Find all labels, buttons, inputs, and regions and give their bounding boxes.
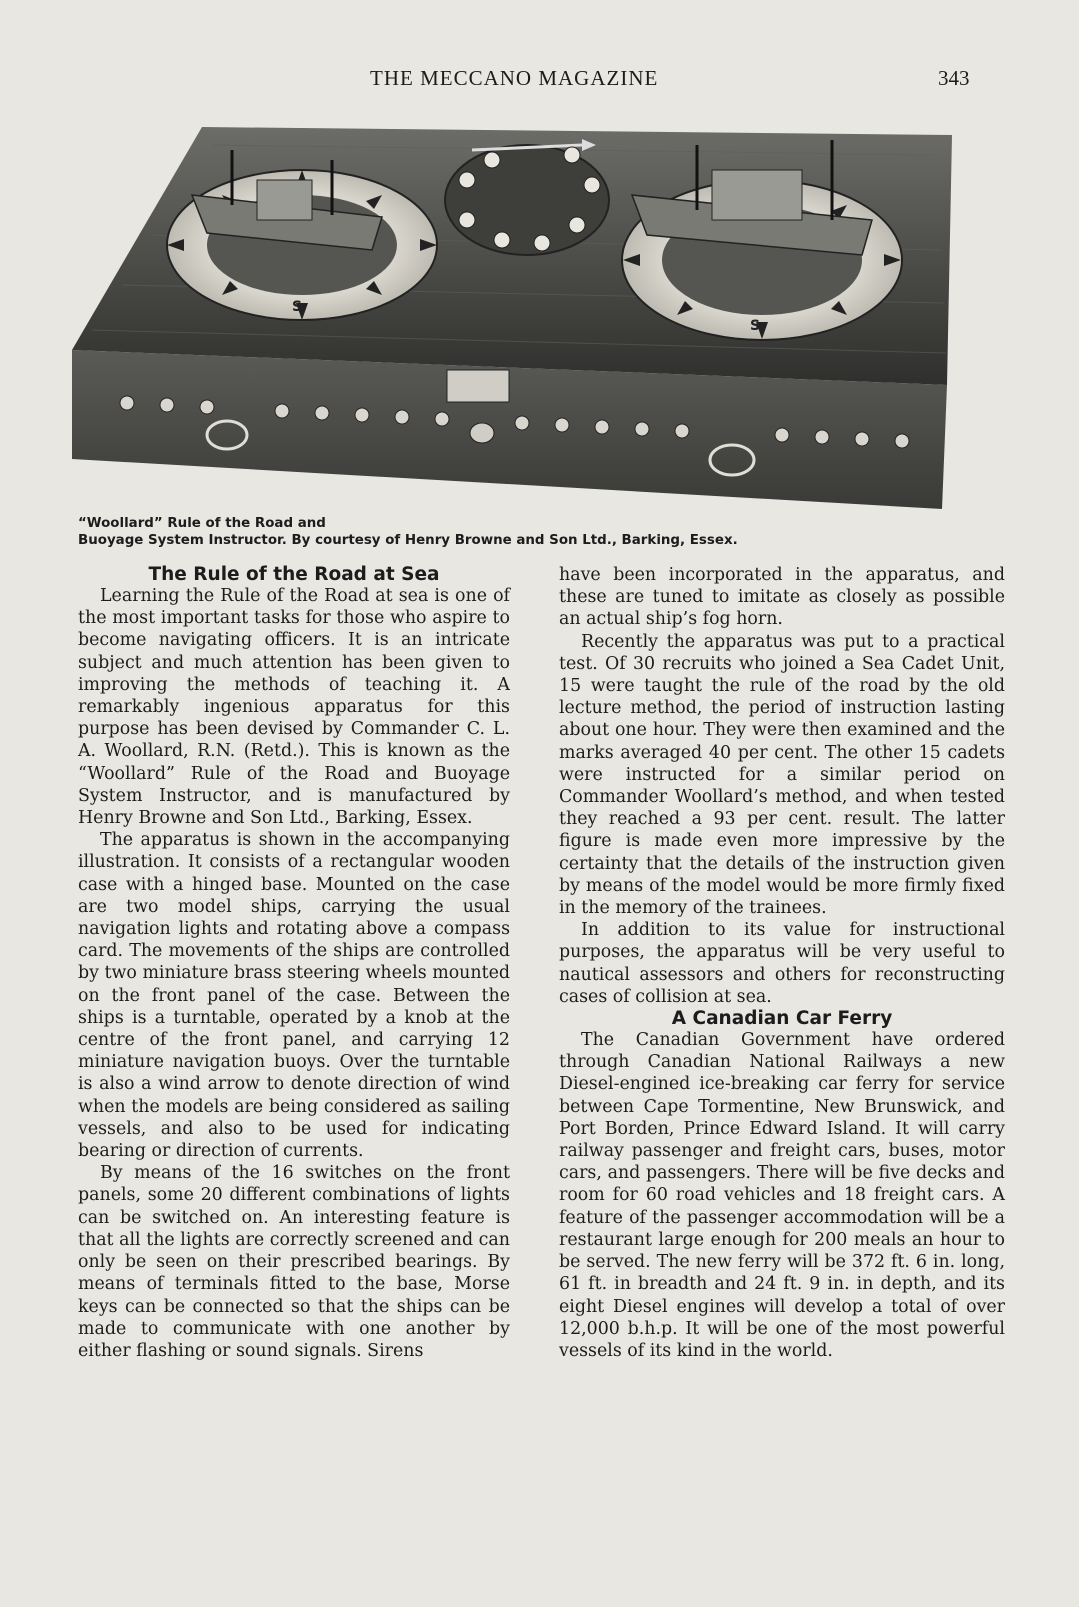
article-heading-rule-of-road: The Rule of the Road at Sea <box>148 564 440 585</box>
left-column <box>78 564 510 1362</box>
right-column <box>559 564 1005 1362</box>
running-head <box>0 66 1079 96</box>
article-paragraph: Learning the Rule of the Road at sea is one of the most important tasks for those who aspire to become navigating officers. It is an intricate subject and much attention has been given to improving the methods of teaching it. A remarkably ingenious apparatus for this purpose has been devised by Commander C. L. A. Woollard, R.N. (Retd.). This is known as the “Woollard” Rule of the Road and Buoyage System Instructor, and is manufactured by Henry Browne and Son Ltd., Barking, Essex. <box>78 586 510 829</box>
svg-text:S: S <box>292 299 303 315</box>
article-paragraph: In addition to its value for instructional purposes, the apparatus will be very useful to nautical assessors and others for reconstructing cases of collision at sea. <box>559 920 1005 1007</box>
article-paragraph: The apparatus is shown in the accompanying illustration. It consists of a rectangular wooden case with a hinged base. Mounted on the case are two model ships, carrying the usual navigation lights and rotating above a compass card. The movements of the ships are controlled by two miniature brass steering wheels mounted on the front panel of the case. Between the ships is a turntable, operated by a knob at the centre of the front panel, and carrying 12 miniature navigation buoys. Over the turntable is also a wind arrow to denote direction of wind when the models are being considered as sailing vessels, and also to be used for indicating bearing or direction of currents. <box>78 830 510 1162</box>
caption-line-1: “Woollard” Rule of the Road and <box>78 516 326 531</box>
article-paragraph: Recently the apparatus was put to a practical test. Of 30 recruits who joined a Sea Cadet Unit, 15 were taught the rule of the road by the old lecture method, the period of instruction lasting about one hour. They were then examined and the marks averaged 40 per cent. The other 15 cadets were instructed for a similar period on Commander Woollard’s method, and when tested they reached a 93 per cent. result. The latter figure is made even more impressive by the certainty that the details of the instruction given by means of the model would be more firmly fixed in the memory of the trainees. <box>559 631 1005 919</box>
svg-text:S: S <box>750 318 761 334</box>
article-paragraph: By means of the 16 switches on the front panels, some 20 different combinations of lights can be switched on. An interesting feature is that all the lights are correctly screened and can only be seen on their prescribed bearings. By means of terminals fitted to the base, Morse keys can be connected so that the ships can be made to communicate with one another by either flashing or sound signals. Sirens <box>78 1163 510 1361</box>
maker-plate <box>447 370 509 402</box>
page-number: 343 <box>938 66 970 90</box>
article-heading-car-ferry: A Canadian Car Ferry <box>671 1008 893 1030</box>
instructor-apparatus-photo <box>72 125 975 509</box>
magazine-title: THE MECCANO MAGAZINE <box>370 66 659 90</box>
turntable-knob <box>470 423 494 443</box>
caption-line-2: Buoyage System Instructor. By courtesy of Henry Browne and Son Ltd., Barking, Essex. <box>78 533 738 548</box>
article-paragraph: The Canadian Government have ordered through Canadian National Railways a new Diesel-engined ice-breaking car ferry for service between Cape Tormentine, New Brunswick, and Port Borden, Prince Edward Island. It will carry railway passenger and freight cars, buses, motor cars, and passengers. There will be five decks and room for 60 road vehicles and 18 freight cars. A feature of the passenger accommodation will be a restaurant large enough for 200 meals an hour to be served. The new ferry will be 372 ft. 6 in. long, 61 ft. in breadth and 24 ft. 9 in. in depth, and its eight Diesel engines will develop a total of over 12,000 b.h.p. It will be one of the most powerful vessels of its kind in the world. <box>559 1030 1005 1361</box>
article-paragraph: have been incorporated in the apparatus, and these are tuned to imitate as closely as possible an actual ship’s fog horn. <box>559 565 1005 630</box>
figure-caption <box>78 515 958 549</box>
